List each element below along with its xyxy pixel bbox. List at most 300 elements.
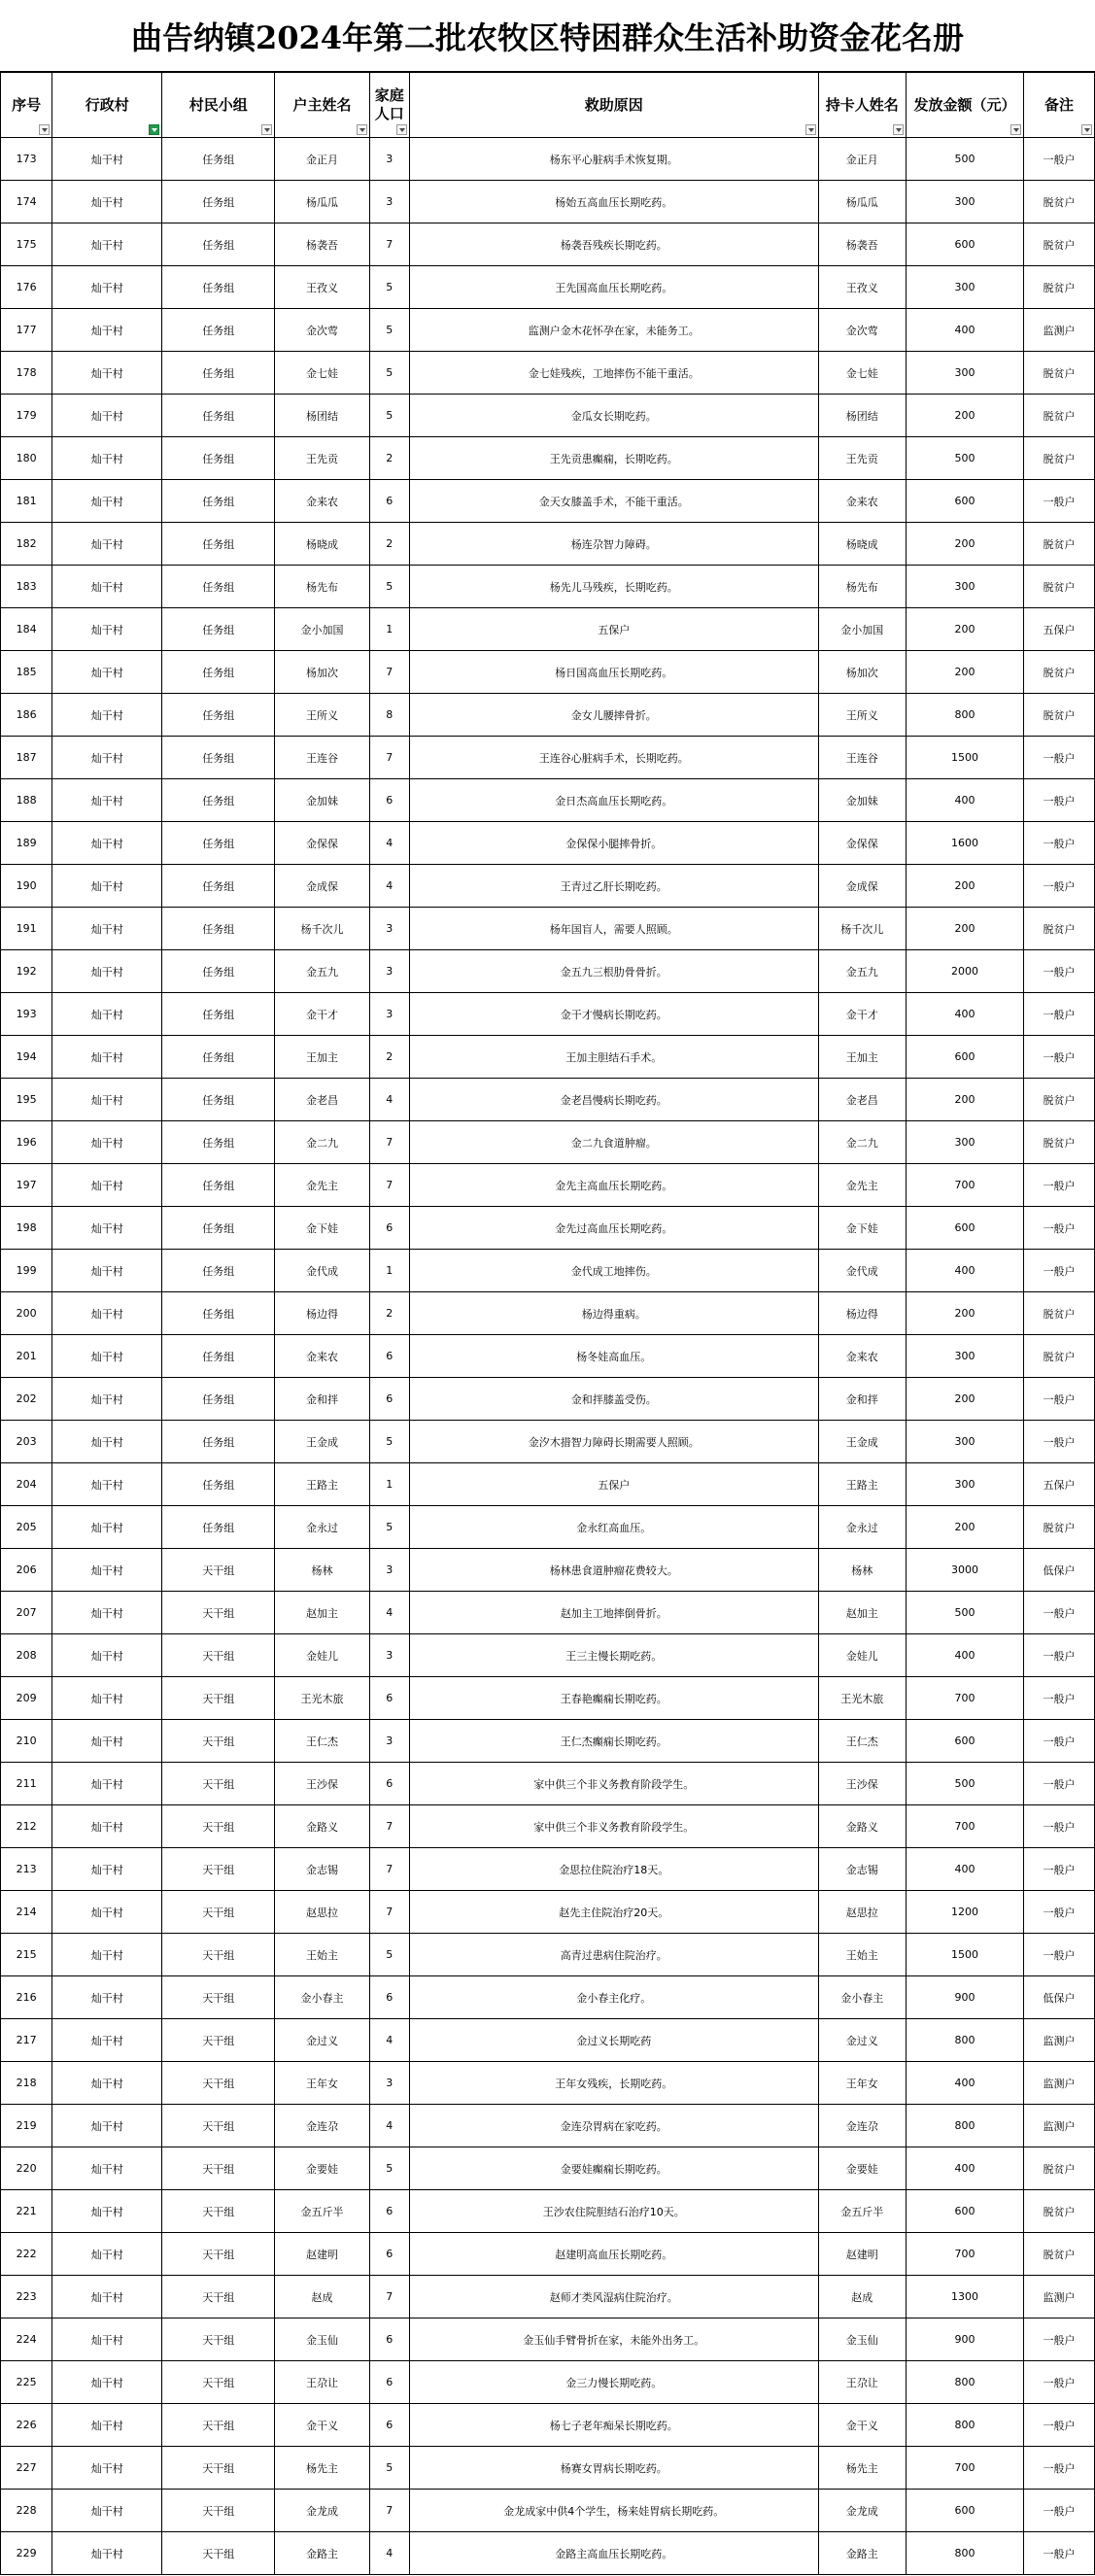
village-cell[interactable]: 灿干村 [52,608,162,651]
householder-cell[interactable]: 金加妹 [275,779,370,822]
householder-cell[interactable]: 金龙成 [275,2490,370,2532]
note-cell[interactable]: 监测户 [1024,2105,1095,2147]
seq-cell[interactable]: 218 [1,2062,52,2105]
seq-cell[interactable]: 228 [1,2490,52,2532]
seq-cell[interactable]: 216 [1,1976,52,2019]
householder-cell[interactable]: 王金成 [275,1421,370,1463]
village-cell[interactable]: 灿干村 [52,908,162,950]
village-cell[interactable]: 灿干村 [52,1677,162,1720]
seq-cell[interactable]: 188 [1,779,52,822]
cardholder-cell[interactable]: 金要娃 [818,2147,906,2190]
householder-cell[interactable]: 金小加国 [275,608,370,651]
note-cell[interactable]: 一般户 [1024,1763,1095,1805]
note-cell[interactable]: 一般户 [1024,1848,1095,1891]
seq-cell[interactable]: 178 [1,352,52,395]
group-cell[interactable]: 任务组 [162,566,275,608]
note-cell[interactable]: 一般户 [1024,1934,1095,1976]
filter-dropdown-icon[interactable] [261,124,272,135]
group-cell[interactable]: 任务组 [162,651,275,694]
village-cell[interactable]: 灿干村 [52,1506,162,1549]
cardholder-cell[interactable]: 杨林 [818,1549,906,1592]
amount-cell[interactable]: 600 [906,2490,1023,2532]
amount-cell[interactable]: 200 [906,523,1023,566]
group-cell[interactable]: 天干组 [162,1976,275,2019]
amount-cell[interactable]: 800 [906,2404,1023,2447]
cardholder-cell[interactable]: 金干才 [818,993,906,1036]
amount-cell[interactable]: 600 [906,1720,1023,1763]
family-size-cell[interactable]: 5 [369,352,409,395]
group-cell[interactable]: 天干组 [162,2532,275,2575]
group-cell[interactable]: 任务组 [162,737,275,779]
reason-cell[interactable]: 金过义长期吃药 [409,2019,818,2062]
note-cell[interactable]: 一般户 [1024,2361,1095,2404]
householder-cell[interactable]: 金七娃 [275,352,370,395]
reason-cell[interactable]: 杨始五高血压长期吃药。 [409,181,818,223]
seq-cell[interactable]: 210 [1,1720,52,1763]
note-cell[interactable]: 一般户 [1024,1207,1095,1250]
group-cell[interactable]: 任务组 [162,1378,275,1421]
village-cell[interactable]: 灿干村 [52,2019,162,2062]
householder-cell[interactable]: 金正月 [275,138,370,181]
reason-cell[interactable]: 金要娃癫痫长期吃药。 [409,2147,818,2190]
amount-cell[interactable]: 400 [906,1848,1023,1891]
amount-cell[interactable]: 500 [906,1763,1023,1805]
note-cell[interactable]: 脱贫户 [1024,2190,1095,2233]
note-cell[interactable]: 一般户 [1024,480,1095,523]
village-cell[interactable]: 灿干村 [52,1421,162,1463]
group-cell[interactable]: 任务组 [162,950,275,993]
family-size-cell[interactable]: 7 [369,1891,409,1934]
group-cell[interactable]: 任务组 [162,694,275,737]
seq-cell[interactable]: 226 [1,2404,52,2447]
village-cell[interactable]: 灿干村 [52,309,162,352]
note-cell[interactable]: 脱贫户 [1024,1121,1095,1164]
group-cell[interactable]: 天干组 [162,2276,275,2318]
family-size-cell[interactable]: 7 [369,1121,409,1164]
village-cell[interactable]: 灿干村 [52,1378,162,1421]
householder-cell[interactable]: 金路义 [275,1805,370,1848]
householder-cell[interactable]: 金老昌 [275,1079,370,1121]
group-cell[interactable]: 任务组 [162,480,275,523]
seq-cell[interactable]: 186 [1,694,52,737]
householder-cell[interactable]: 金来农 [275,480,370,523]
family-size-cell[interactable]: 4 [369,822,409,865]
family-size-cell[interactable]: 4 [369,2019,409,2062]
householder-cell[interactable]: 金二九 [275,1121,370,1164]
group-cell[interactable]: 任务组 [162,1463,275,1506]
householder-cell[interactable]: 王加主 [275,1036,370,1079]
amount-cell[interactable]: 600 [906,480,1023,523]
group-cell[interactable]: 任务组 [162,1164,275,1207]
cardholder-cell[interactable]: 王所义 [818,694,906,737]
reason-cell[interactable]: 赵师才类风湿病住院治疗。 [409,2276,818,2318]
note-cell[interactable]: 一般户 [1024,1378,1095,1421]
reason-cell[interactable]: 杨边得重病。 [409,1292,818,1335]
family-size-cell[interactable]: 1 [369,1463,409,1506]
amount-cell[interactable]: 600 [906,1207,1023,1250]
cardholder-cell[interactable]: 金路义 [818,1805,906,1848]
village-cell[interactable]: 灿干村 [52,1891,162,1934]
village-cell[interactable]: 灿干村 [52,1848,162,1891]
cardholder-cell[interactable]: 金加妹 [818,779,906,822]
reason-cell[interactable]: 五保户 [409,608,818,651]
filter-dropdown-icon[interactable] [39,124,50,135]
cardholder-cell[interactable]: 金过义 [818,2019,906,2062]
filter-dropdown-icon[interactable] [893,124,904,135]
householder-cell[interactable]: 杨瓜瓜 [275,181,370,223]
seq-cell[interactable]: 191 [1,908,52,950]
householder-cell[interactable]: 金志锡 [275,1848,370,1891]
family-size-cell[interactable]: 7 [369,223,409,266]
amount-cell[interactable]: 300 [906,181,1023,223]
cardholder-cell[interactable]: 赵加主 [818,1592,906,1634]
note-cell[interactable]: 一般户 [1024,1592,1095,1634]
cardholder-cell[interactable]: 杨团结 [818,395,906,437]
amount-cell[interactable]: 200 [906,908,1023,950]
note-cell[interactable]: 脱贫户 [1024,908,1095,950]
cardholder-cell[interactable]: 金老昌 [818,1079,906,1121]
family-size-cell[interactable]: 6 [369,1677,409,1720]
family-size-cell[interactable]: 6 [369,1976,409,2019]
cardholder-cell[interactable]: 金玉仙 [818,2318,906,2361]
amount-cell[interactable]: 1600 [906,822,1023,865]
village-cell[interactable]: 灿干村 [52,1634,162,1677]
amount-cell[interactable]: 600 [906,1036,1023,1079]
family-size-cell[interactable]: 7 [369,1805,409,1848]
note-cell[interactable]: 脱贫户 [1024,566,1095,608]
village-cell[interactable]: 灿干村 [52,2532,162,2575]
family-size-cell[interactable]: 5 [369,395,409,437]
householder-cell[interactable]: 王仁杰 [275,1720,370,1763]
householder-cell[interactable]: 杨加次 [275,651,370,694]
village-cell[interactable]: 灿干村 [52,138,162,181]
note-cell[interactable]: 脱贫户 [1024,223,1095,266]
cardholder-cell[interactable]: 金来农 [818,1335,906,1378]
village-cell[interactable]: 灿干村 [52,523,162,566]
family-size-cell[interactable]: 7 [369,651,409,694]
note-cell[interactable]: 监测户 [1024,2019,1095,2062]
village-cell[interactable]: 灿干村 [52,2147,162,2190]
family-size-cell[interactable]: 1 [369,1250,409,1292]
note-cell[interactable]: 一般户 [1024,737,1095,779]
amount-cell[interactable]: 700 [906,2447,1023,2490]
householder-cell[interactable]: 金次莺 [275,309,370,352]
group-cell[interactable]: 任务组 [162,1036,275,1079]
group-cell[interactable]: 任务组 [162,437,275,480]
group-cell[interactable]: 任务组 [162,608,275,651]
householder-cell[interactable]: 杨先布 [275,566,370,608]
village-cell[interactable]: 灿干村 [52,223,162,266]
amount-cell[interactable]: 200 [906,1506,1023,1549]
amount-cell[interactable]: 200 [906,1292,1023,1335]
cardholder-cell[interactable]: 金下娃 [818,1207,906,1250]
village-cell[interactable]: 灿干村 [52,1121,162,1164]
seq-cell[interactable]: 206 [1,1549,52,1592]
amount-cell[interactable]: 500 [906,138,1023,181]
householder-cell[interactable]: 王沙保 [275,1763,370,1805]
group-cell[interactable]: 任务组 [162,181,275,223]
family-size-cell[interactable]: 5 [369,2447,409,2490]
note-cell[interactable]: 一般户 [1024,138,1095,181]
group-cell[interactable]: 任务组 [162,1121,275,1164]
seq-cell[interactable]: 214 [1,1891,52,1934]
group-cell[interactable]: 天干组 [162,1763,275,1805]
group-cell[interactable]: 天干组 [162,1549,275,1592]
householder-cell[interactable]: 杨晓成 [275,523,370,566]
amount-cell[interactable]: 200 [906,865,1023,908]
reason-cell[interactable]: 金瓜女长期吃药。 [409,395,818,437]
family-size-cell[interactable]: 6 [369,2318,409,2361]
amount-cell[interactable]: 400 [906,309,1023,352]
note-cell[interactable]: 一般户 [1024,1634,1095,1677]
cardholder-cell[interactable]: 杨先主 [818,2447,906,2490]
reason-cell[interactable]: 金连尕胃病在家吃药。 [409,2105,818,2147]
note-cell[interactable]: 一般户 [1024,1891,1095,1934]
amount-cell[interactable]: 800 [906,694,1023,737]
seq-cell[interactable]: 201 [1,1335,52,1378]
family-size-cell[interactable]: 3 [369,908,409,950]
amount-cell[interactable]: 300 [906,1121,1023,1164]
amount-cell[interactable]: 1500 [906,737,1023,779]
village-cell[interactable]: 灿干村 [52,822,162,865]
reason-cell[interactable]: 王沙农住院胆结石治疗10天。 [409,2190,818,2233]
reason-cell[interactable]: 王加主胆结石手术。 [409,1036,818,1079]
note-cell[interactable]: 一般户 [1024,1036,1095,1079]
amount-cell[interactable]: 200 [906,1079,1023,1121]
householder-cell[interactable]: 金娃儿 [275,1634,370,1677]
cardholder-cell[interactable]: 金永过 [818,1506,906,1549]
reason-cell[interactable]: 王先贡患癫痫，长期吃药。 [409,437,818,480]
village-cell[interactable]: 灿干村 [52,779,162,822]
village-cell[interactable]: 灿干村 [52,1250,162,1292]
group-cell[interactable]: 天干组 [162,1891,275,1934]
group-cell[interactable]: 任务组 [162,266,275,309]
cardholder-cell[interactable]: 王年女 [818,2062,906,2105]
cardholder-cell[interactable]: 杨边得 [818,1292,906,1335]
seq-cell[interactable]: 184 [1,608,52,651]
family-size-cell[interactable]: 5 [369,1506,409,1549]
seq-cell[interactable]: 199 [1,1250,52,1292]
householder-cell[interactable]: 王尕让 [275,2361,370,2404]
village-cell[interactable]: 灿干村 [52,1164,162,1207]
group-cell[interactable]: 任务组 [162,1292,275,1335]
note-cell[interactable]: 一般户 [1024,1805,1095,1848]
seq-cell[interactable]: 187 [1,737,52,779]
reason-cell[interactable]: 赵先主住院治疗20天。 [409,1891,818,1934]
group-cell[interactable]: 天干组 [162,2361,275,2404]
reason-cell[interactable]: 王三主慢长期吃药。 [409,1634,818,1677]
cardholder-cell[interactable]: 金二九 [818,1121,906,1164]
householder-cell[interactable]: 金下娃 [275,1207,370,1250]
group-cell[interactable]: 任务组 [162,309,275,352]
village-cell[interactable]: 灿干村 [52,266,162,309]
seq-cell[interactable]: 175 [1,223,52,266]
seq-cell[interactable]: 225 [1,2361,52,2404]
village-cell[interactable]: 灿干村 [52,950,162,993]
cardholder-cell[interactable]: 杨先布 [818,566,906,608]
reason-cell[interactable]: 杨先儿马残疾，长期吃药。 [409,566,818,608]
group-cell[interactable]: 天干组 [162,2318,275,2361]
seq-cell[interactable]: 177 [1,309,52,352]
note-cell[interactable]: 脱贫户 [1024,694,1095,737]
amount-cell[interactable]: 800 [906,2361,1023,2404]
reason-cell[interactable]: 金三力慢长期吃药。 [409,2361,818,2404]
householder-cell[interactable]: 金代成 [275,1250,370,1292]
family-size-cell[interactable]: 4 [369,1079,409,1121]
reason-cell[interactable]: 王青过乙肝长期吃药。 [409,865,818,908]
family-size-cell[interactable]: 3 [369,1549,409,1592]
filter-dropdown-icon[interactable] [1081,124,1092,135]
amount-cell[interactable]: 300 [906,1463,1023,1506]
family-size-cell[interactable]: 4 [369,2105,409,2147]
group-cell[interactable]: 任务组 [162,865,275,908]
cardholder-cell[interactable]: 金路主 [818,2532,906,2575]
seq-cell[interactable]: 212 [1,1805,52,1848]
reason-cell[interactable]: 金思拉住院治疗18天。 [409,1848,818,1891]
family-size-cell[interactable]: 7 [369,1164,409,1207]
householder-cell[interactable]: 王连谷 [275,737,370,779]
group-cell[interactable]: 天干组 [162,2019,275,2062]
village-cell[interactable]: 灿干村 [52,480,162,523]
reason-cell[interactable]: 金代成工地摔伤。 [409,1250,818,1292]
reason-cell[interactable]: 高青过患病住院治疗。 [409,1934,818,1976]
amount-cell[interactable]: 900 [906,1976,1023,2019]
seq-cell[interactable]: 221 [1,2190,52,2233]
householder-cell[interactable]: 金永过 [275,1506,370,1549]
amount-cell[interactable]: 300 [906,566,1023,608]
note-cell[interactable]: 一般户 [1024,2447,1095,2490]
village-cell[interactable]: 灿干村 [52,2105,162,2147]
filter-dropdown-icon[interactable] [805,124,816,135]
amount-cell[interactable]: 700 [906,1805,1023,1848]
cardholder-cell[interactable]: 金正月 [818,138,906,181]
amount-cell[interactable]: 2000 [906,950,1023,993]
note-cell[interactable]: 监测户 [1024,2062,1095,2105]
note-cell[interactable]: 一般户 [1024,2490,1095,2532]
reason-cell[interactable]: 五保户 [409,1463,818,1506]
reason-cell[interactable]: 赵加主工地摔倒骨折。 [409,1592,818,1634]
filter-dropdown-icon[interactable] [357,124,367,135]
family-size-cell[interactable]: 4 [369,1592,409,1634]
reason-cell[interactable]: 赵建明高血压长期吃药。 [409,2233,818,2276]
group-cell[interactable]: 天干组 [162,1720,275,1763]
note-cell[interactable]: 一般户 [1024,950,1095,993]
cardholder-cell[interactable]: 金代成 [818,1250,906,1292]
group-cell[interactable]: 任务组 [162,779,275,822]
reason-cell[interactable]: 杨袭吾残疾长期吃药。 [409,223,818,266]
reason-cell[interactable]: 金先主高血压长期吃药。 [409,1164,818,1207]
cardholder-cell[interactable]: 金小加国 [818,608,906,651]
seq-cell[interactable]: 222 [1,2233,52,2276]
amount-cell[interactable]: 1200 [906,1891,1023,1934]
seq-cell[interactable]: 185 [1,651,52,694]
amount-cell[interactable]: 400 [906,2147,1023,2190]
amount-cell[interactable]: 700 [906,1164,1023,1207]
reason-cell[interactable]: 家中供三个非义务教育阶段学生。 [409,1763,818,1805]
village-cell[interactable]: 灿干村 [52,1592,162,1634]
amount-cell[interactable]: 800 [906,2105,1023,2147]
cardholder-cell[interactable]: 杨袭吾 [818,223,906,266]
cardholder-cell[interactable]: 金七娃 [818,352,906,395]
reason-cell[interactable]: 杨连尕智力障碍。 [409,523,818,566]
householder-cell[interactable]: 金来农 [275,1335,370,1378]
note-cell[interactable]: 脱贫户 [1024,352,1095,395]
village-cell[interactable]: 灿干村 [52,1805,162,1848]
seq-cell[interactable]: 215 [1,1934,52,1976]
reason-cell[interactable]: 金老昌慢病长期吃药。 [409,1079,818,1121]
reason-cell[interactable]: 王春艳癫痫长期吃药。 [409,1677,818,1720]
seq-cell[interactable]: 205 [1,1506,52,1549]
seq-cell[interactable]: 197 [1,1164,52,1207]
group-cell[interactable]: 天干组 [162,2490,275,2532]
cardholder-cell[interactable]: 金连尕 [818,2105,906,2147]
cardholder-cell[interactable]: 王光木旅 [818,1677,906,1720]
family-size-cell[interactable]: 1 [369,608,409,651]
householder-cell[interactable]: 杨林 [275,1549,370,1592]
note-cell[interactable]: 一般户 [1024,865,1095,908]
group-cell[interactable]: 天干组 [162,2233,275,2276]
seq-cell[interactable]: 213 [1,1848,52,1891]
village-cell[interactable]: 灿干村 [52,1934,162,1976]
seq-cell[interactable]: 203 [1,1421,52,1463]
reason-cell[interactable]: 王连谷心脏病手术，长期吃药。 [409,737,818,779]
village-cell[interactable]: 灿干村 [52,1720,162,1763]
amount-cell[interactable]: 800 [906,2019,1023,2062]
group-cell[interactable]: 天干组 [162,2147,275,2190]
group-cell[interactable]: 任务组 [162,993,275,1036]
reason-cell[interactable]: 金二九食道肿瘤。 [409,1121,818,1164]
village-cell[interactable]: 灿干村 [52,2318,162,2361]
amount-cell[interactable]: 400 [906,1250,1023,1292]
seq-cell[interactable]: 204 [1,1463,52,1506]
group-cell[interactable]: 任务组 [162,1421,275,1463]
reason-cell[interactable]: 杨冬娃高血压。 [409,1335,818,1378]
seq-cell[interactable]: 192 [1,950,52,993]
seq-cell[interactable]: 209 [1,1677,52,1720]
amount-cell[interactable]: 3000 [906,1549,1023,1592]
cardholder-cell[interactable]: 王先贡 [818,437,906,480]
note-cell[interactable]: 脱贫户 [1024,1079,1095,1121]
amount-cell[interactable]: 300 [906,352,1023,395]
householder-cell[interactable]: 杨团结 [275,395,370,437]
filter-dropdown-icon[interactable] [1010,124,1021,135]
group-cell[interactable]: 任务组 [162,395,275,437]
note-cell[interactable]: 一般户 [1024,1720,1095,1763]
householder-cell[interactable]: 金五斤半 [275,2190,370,2233]
group-cell[interactable]: 任务组 [162,1079,275,1121]
reason-cell[interactable]: 监测户金木花怀孕在家，未能务工。 [409,309,818,352]
amount-cell[interactable]: 400 [906,779,1023,822]
reason-cell[interactable]: 金玉仙手臂骨折在家，未能外出务工。 [409,2318,818,2361]
group-cell[interactable]: 天干组 [162,2062,275,2105]
cardholder-cell[interactable]: 王尕让 [818,2361,906,2404]
cardholder-cell[interactable]: 金五九 [818,950,906,993]
note-cell[interactable]: 一般户 [1024,993,1095,1036]
village-cell[interactable]: 灿干村 [52,395,162,437]
note-cell[interactable]: 脱贫户 [1024,651,1095,694]
householder-cell[interactable]: 王孜义 [275,266,370,309]
village-cell[interactable]: 灿干村 [52,437,162,480]
village-cell[interactable]: 灿干村 [52,2361,162,2404]
filter-active-icon[interactable] [149,124,159,135]
note-cell[interactable]: 脱贫户 [1024,395,1095,437]
cardholder-cell[interactable]: 金保保 [818,822,906,865]
village-cell[interactable]: 灿干村 [52,694,162,737]
householder-cell[interactable]: 金小春主 [275,1976,370,2019]
group-cell[interactable]: 任务组 [162,1250,275,1292]
family-size-cell[interactable]: 4 [369,865,409,908]
family-size-cell[interactable]: 3 [369,950,409,993]
